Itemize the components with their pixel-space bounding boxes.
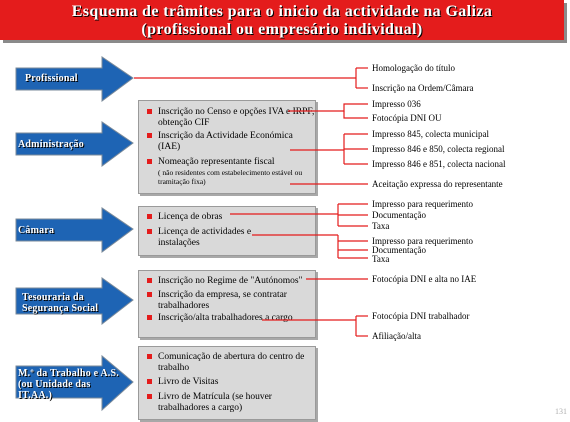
ministerio-item-comunicacao: Comunicação de abertura do centro de trabalho: [147, 352, 308, 373]
title-line-2: (profissional ou empresário individual): [141, 21, 423, 38]
ministerio-item-visitas: Livro de Visitas: [147, 377, 308, 388]
arrow-label-administracao: Administração: [18, 139, 84, 150]
result-homologacao: Homologação do título: [372, 63, 455, 73]
page-number: 131: [555, 407, 567, 416]
tesouraria-item-trabalhadores: Inscrição/alta trabalhadores a cargo: [147, 313, 298, 324]
result-actividades-requerimento: Impresso para requerimento: [372, 236, 473, 246]
result-fotocopia-dni-trabalhador: Fotocópia DNI trabalhador: [372, 311, 470, 321]
result-impresso-036: Impresso 036: [372, 99, 421, 109]
arrow-label-ministerio-3: IT.AA.): [18, 390, 52, 401]
result-impresso-846-851: Impresso 846 e 851, colecta nacional: [372, 159, 506, 169]
admin-item-representante: Nomeação representante fiscal: [147, 157, 323, 168]
tesouraria-item-autonomos: Inscrição no Regime de "Autónomos": [147, 276, 323, 287]
result-actividades-taxa: Taxa: [372, 254, 390, 264]
arrow-label-profissional: Profissional: [25, 73, 78, 84]
arrow-label-ministerio-2: (ou Unidade das: [18, 379, 91, 390]
ministerio-item-matricula: Livro de Matrícula (se houver trabalhadores a cargo): [147, 392, 318, 413]
result-aceitacao: Aceitação expressa do representante: [372, 179, 503, 189]
result-obras-documentacao: Documentação: [372, 210, 426, 220]
admin-item-iae: Inscrição da Actividade Económica (IAE): [147, 131, 298, 152]
result-impresso-846-850: Impresso 846 e 850, colecta regional: [372, 144, 505, 154]
arrow-label-tesouraria-1: Tesouraria da: [22, 292, 84, 303]
arrow-label-camara: Câmara: [18, 225, 55, 236]
title-line-1: Esquema de trâmites para o inicio da actividade na Galiza: [71, 3, 493, 20]
result-fotocopia-dni-ou: Fotocópia DNI OU: [372, 113, 442, 123]
camara-item-obras: Licença de obras: [147, 212, 318, 223]
camara-item-actividades: Licença de actividades e instalações: [147, 227, 288, 248]
admin-item-censo: Inscrição no Censo e opções IVA e IRPF, obtenção CIF: [147, 107, 318, 128]
admin-note: ( não residentes com estabelecimento estável ou tramitação fixa): [158, 168, 303, 186]
result-obras-requerimento: Impresso para requerimento: [372, 199, 473, 209]
result-actividades-documentacao: Documentação: [372, 245, 426, 255]
result-impresso-845: Impresso 845, colecta municipal: [372, 129, 489, 139]
arrow-label-tesouraria-2: Segurança Social: [22, 303, 99, 314]
arrow-label-ministerio-1: M.º da Trabalho e A.S.: [18, 368, 119, 379]
result-afiliacao: Afiliação/alta: [372, 331, 421, 341]
result-fotocopia-dni-iae: Fotocópia DNI e alta no IAE: [372, 274, 477, 284]
result-obras-taxa: Taxa: [372, 221, 390, 231]
result-inscricao-ordem: Inscrição na Ordem/Câmara: [372, 83, 474, 93]
tesouraria-item-empresa: Inscrição da empresa, se contratar trabalhadores: [147, 290, 318, 311]
